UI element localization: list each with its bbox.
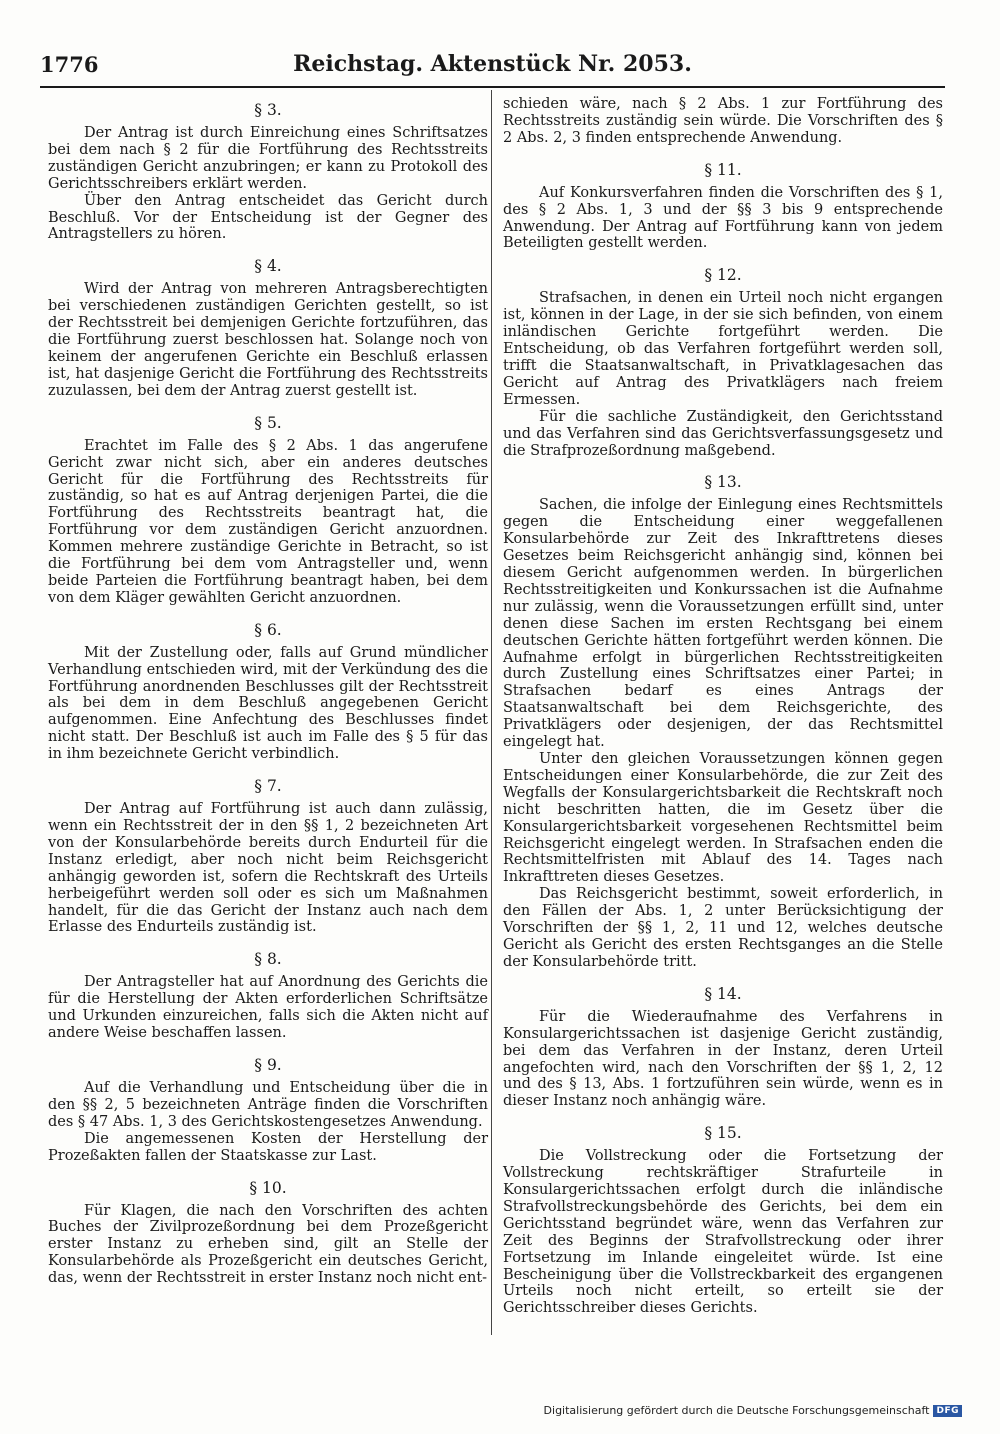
- section-gap: [48, 1042, 488, 1051]
- section-gap: [48, 607, 488, 616]
- paragraph: Über den Antrag entscheidet das Gericht durch Beschluß. Vor der Entscheidung ist der Gegner des Antragstellers zu hören.: [48, 192, 488, 243]
- dfg-logo: DFG: [933, 1405, 962, 1417]
- paragraph: Für Klagen, die nach den Vorschriften des achten Buches der Zivilprozeßordnung bei dem Prozeßgericht erster Instanz zu erheben sind, gilt an Stelle der Konsularbehörde als Prozeßgericht ein deutsches Gericht, das, wenn der Rechtsstreit in erster Instanz noch nicht ent-: [48, 1202, 488, 1287]
- section-heading: § 9.: [254, 1055, 282, 1074]
- section: [503, 982, 943, 1110]
- section-heading: § 10.: [249, 1178, 287, 1197]
- section: [48, 98, 488, 243]
- paragraph: Mit der Zustellung oder, falls auf Grund mündlicher Verhandlung entschieden wird, mit der Verkündung des die Fortführung anordnenden Beschlusses gilt der Rechtsstreit als bei dem in dem Beschluß angegebenen Gericht aufgenommen. Eine Anfechtung des Beschlusses findet nicht statt. Der Beschluß ist auch im Falle des § 5 für das in ihm bezeichnete Gericht verbindlich.: [48, 644, 488, 763]
- footer-credit-text: Digitalisierung gefördert durch die Deutsche Forschungsgemeinschaft: [543, 1404, 930, 1417]
- paragraph: Unter den gleichen Voraussetzungen können gegen Entscheidungen einer Konsularbehörde, die zur Zeit des Wegfalls der Konsulargerichtsbarkeit die Rechtskraft noch nicht beschritten hatten, die im Gesetz über die Konsulargerichtsbarkeit vorgesehenen Rechtsmittel beim Reichsgericht eingelegt werden. In Strafsachen enden die Rechtsmittelfristen mit Ablauf des 14. Tages nach Inkrafttreten dieses Gesetzes.: [503, 751, 943, 886]
- section-heading: § 11.: [704, 160, 742, 179]
- paragraph: Die Vollstreckung oder die Fortsetzung der Vollstreckung rechtskräftiger Strafurteile in Konsulargerichtssachen erfolgt durch die inländische Strafvollstreckungsbehörde des Gerichts, bei dem ein Gerichtsstand begründet wäre, wenn das Verfahren zur Zeit des Beginns der Strafvollstreckung oder ihrer Fortsetzung im Inlande eingeleitet würde. Ist eine Bescheinigung über die Vollstreckbarkeit des ergangenen Urteils noch nicht erteilt, so erteilt sie der Gerichtsschreiber dieses Gerichts.: [503, 1148, 943, 1317]
- section: [503, 158, 943, 253]
- section-heading: § 7.: [254, 777, 282, 796]
- paragraph: Auf Konkursverfahren finden die Vorschriften des § 1, des § 2 Abs. 1, 3 und der §§ 3 bis 9 entsprechende Anwendung. Der Antrag auf Fortführung kann von jedem Beteiligten gestellt werden.: [503, 184, 943, 252]
- paragraph: Der Antragsteller hat auf Anordnung des Gerichts die für die Herstellung der Akten erforderlichen Schriftsätze und Urkunden einzureichen, falls sich die Akten nicht auf andere Weise beschaffen lassen.: [48, 974, 488, 1042]
- paragraph: schieden wäre, nach § 2 Abs. 1 zur Fortführung des Rechtsstreits zuständig sein würde. Die Vorschriften des § 2 Abs. 2, 3 finden entsprechende Anwendung.: [503, 96, 943, 146]
- header-rule: [40, 86, 945, 88]
- section: [503, 470, 943, 970]
- page-number: 1776: [40, 52, 99, 77]
- section: [48, 947, 488, 1042]
- paragraph: Sachen, die infolge der Einlegung eines Rechtsmittels gegen die Entscheidung einer weggefallenen Konsularbehörde zur Zeit des Inkrafttretens dieses Gesetzes beim Reichsgericht anhängig sind, können bei diesem Gericht aufgenommen werden. In bürgerlichen Rechtsstreitigkeiten und Konkurssachen ist die Aufnahme nur zulässig, wenn die Voraussetzungen erfüllt sind, unter denen diese Sachen im ersten Rechtsgang bei einem deutschen Gerichte hätten fortgeführt werden können. Die Aufnahme erfolgt in bürgerlichen Rechtsstreitigkeiten durch Zustellung eines Schriftsatzes einer Partei; in Strafsachen bedarf es eines Antrags der Staatsanwaltschaft bei dem Reichsgerichte, des Privatklägers oder desjenigen, der das Rechtsmittel eingelegt hat.: [503, 497, 943, 751]
- section: [48, 1053, 488, 1165]
- section-gap: [503, 971, 943, 980]
- section-gap: [503, 147, 943, 156]
- right-column: [503, 96, 943, 1326]
- section: [48, 1176, 488, 1288]
- section-gap: [48, 936, 488, 945]
- section-gap: [503, 252, 943, 261]
- section-heading: § 6.: [254, 620, 282, 639]
- paragraph: Strafsachen, in denen ein Urteil noch nicht ergangen ist, können in der Lage, in der sie sich befinden, von einem inländischen Gerichte fortgeführt werden. Die Entscheidung, ob das Verfahren fortgeführt werden soll, trifft die Staatsanwaltschaft, in Privatklagesachen das Gericht auf Antrag des Privatklägers nach freiem Ermessen.: [503, 290, 943, 408]
- section-heading: § 8.: [254, 950, 282, 969]
- paragraph: Der Antrag ist durch Einreichung eines Schriftsatzes bei dem nach § 2 für die Fortführung des Rechtsstreits zuständigen Gericht anzubringen; er kann zu Protokoll des Gerichtsschreibers erklärt werden.: [48, 125, 488, 192]
- section-heading: § 12.: [704, 266, 742, 285]
- section: [503, 1121, 943, 1317]
- section-gap: [48, 243, 488, 252]
- page-header: [40, 50, 945, 80]
- section-gap: [48, 1165, 488, 1174]
- paragraph: Wird der Antrag von mehreren Antragsberechtigten bei verschiedenen zuständigen Gerichten gestellt, so ist der Rechtsstreit bei demjenigen Gerichte fortzuführen, das die Fortführung zuerst beschlossen hat. Solange noch von keinem der angerufenen Gerichte ein Beschluß erlassen ist, hat dasjenige Gericht die Fortführung des Rechtsstreits zuzulassen, bei dem der Antrag zuerst gestellt ist.: [48, 281, 488, 399]
- section-gap: [48, 1287, 488, 1296]
- section-heading: § 15.: [704, 1124, 742, 1143]
- paragraph: Für die sachliche Zuständigkeit, den Gerichtsstand und das Verfahren sind das Gerichtsverfassungsgesetz und die Strafprozeßordnung maßgebend.: [503, 408, 943, 459]
- section: [48, 774, 488, 936]
- section: [503, 263, 943, 459]
- section: [48, 254, 488, 399]
- paragraph: Das Reichsgericht bestimmt, soweit erforderlich, in den Fällen der Abs. 1, 2 unter Berücksichtigung der Vorschriften der §§ 1, 2, 11 und 12, welches deutsche Gericht als Gericht des ersten Rechtsganges an die Stelle der Konsularbehörde tritt.: [503, 886, 943, 970]
- paragraph: Die angemessenen Kosten der Herstellung der Prozeßakten fallen der Staatskasse zur Last.: [48, 1130, 488, 1164]
- section-heading: § 13.: [704, 473, 742, 492]
- section: [48, 411, 488, 607]
- section-gap: [503, 1110, 943, 1119]
- column-divider: [491, 90, 492, 1335]
- section-gap: [503, 459, 943, 468]
- section-gap: [48, 763, 488, 772]
- paragraph: Auf die Verhandlung und Entscheidung über die in den §§ 2, 5 bezeichneten Anträge finden die Vorschriften des § 47 Abs. 1, 3 des Gerichtskostengesetzes Anwendung.: [48, 1079, 488, 1130]
- section-heading: § 14.: [704, 984, 742, 1003]
- section: [503, 96, 943, 147]
- footer-credit: [544, 1404, 962, 1417]
- section: [48, 618, 488, 763]
- section-gap: [503, 1317, 943, 1326]
- paragraph: Für die Wiederaufnahme des Verfahrens in Konsulargerichtssachen ist dasjenige Gericht zuständig, bei dem das Verfahren in der Instanz, deren Urteil angefochten wird, nach den Vorschriften der §§ 1, 2, 12 und des § 13, Abs. 1 fortzuführen sein würde, wenn es in dieser Instanz noch anhängig wäre.: [503, 1008, 943, 1110]
- section-heading: § 5.: [254, 413, 282, 432]
- paragraph: Erachtet im Falle des § 2 Abs. 1 das angerufene Gericht zwar nicht sich, aber ein anderes deutsches Gericht für die Fortführung des Rechtsstreits für zuständig, so hat es auf Antrag derjenigen Partei, die die Fortführung des Rechtsstreits beantragt hat, die Fortführung vor dem zuständigen Gericht anzuordnen. Kommen mehrere zuständige Gerichte in Betracht, so ist die Fortführung bei dem vom Antragsteller und, wenn beide Parteien die Fortführung beantragt haben, bei dem von dem Kläger gewählten Gericht anzuordnen.: [48, 437, 488, 606]
- left-column: [48, 96, 488, 1296]
- section-heading: § 4.: [254, 257, 282, 276]
- running-title: Reichstag. Aktenstück Nr. 2053.: [293, 51, 692, 77]
- section-gap: [48, 400, 488, 409]
- section-heading: § 3.: [254, 101, 282, 119]
- paragraph: Der Antrag auf Fortführung ist auch dann zulässig, wenn ein Rechtsstreit der in den §§ 1, 2 bezeichneten Art von der Konsularbehörde bereits durch Endurteil für die Instanz erledigt, aber noch nicht beim Reichsgericht anhängig geworden ist, sofern die Rechtskraft des Urteils herbeigeführt werden soll oder es sich um Maßnahmen handelt, für die das Gericht der Instanz auch nach dem Erlasse des Endurteils zuständig ist.: [48, 801, 488, 936]
